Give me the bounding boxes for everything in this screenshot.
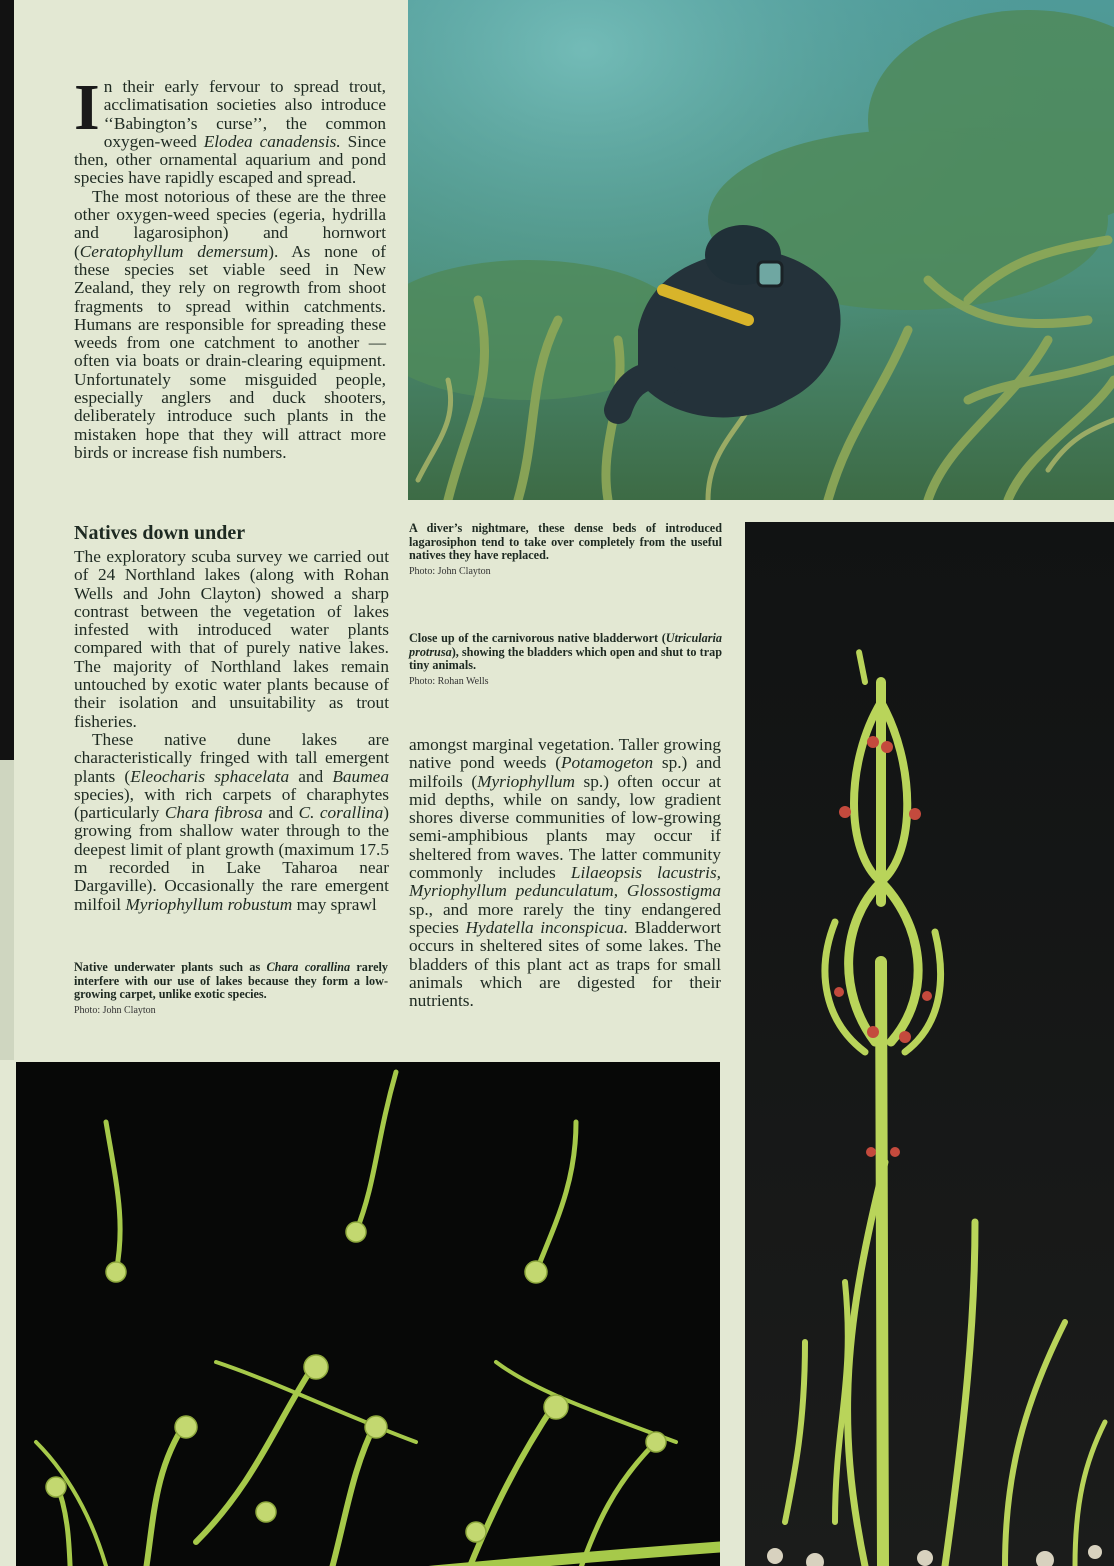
species-name: Baumea <box>332 766 389 786</box>
photo-credit: Photo: John Clayton <box>409 565 491 577</box>
diver-caption <box>409 522 722 578</box>
text-span: and <box>262 803 299 823</box>
text-span: may sprawl <box>292 894 377 914</box>
photo-credit: Photo: Rohan Wells <box>409 675 489 687</box>
text-span: sp.) often occur at mid depths, while on sandy, low gradient shores diverse communities of low-growing semi-amphibious plants may occur if sheltered from waves. The latter community commonly includes <box>409 771 722 883</box>
intro-paragraph-1 <box>74 71 386 188</box>
text-span: and <box>289 766 333 786</box>
caption-text: A diver’s nightmare, these dense beds of introduced lagarosiphon tend to take over completely from the useful natives they have replaced. <box>409 521 722 563</box>
caption-text: ), showing the bladders which open and shut to trap tiny animals. <box>409 644 722 673</box>
column-two-paragraph <box>409 736 721 1010</box>
species-name: Utricularia protrusa <box>409 631 722 659</box>
bladderwort-photo <box>16 1062 720 1566</box>
bladderwort-caption <box>409 632 722 688</box>
drop-cap: I <box>74 71 100 144</box>
species-name: Lilaeopsis lacustris, Myriophyllum pedunculatum, Glossostigma <box>409 863 721 901</box>
text-span: These native dune lakes are characteristically fringed with tall emergent plants ( <box>74 729 389 786</box>
species-name: Eleocharis sphacelata <box>130 766 290 786</box>
caption-text: rarely interfere with our use of lakes because they form a low-growing carpet, unlike exotic species. <box>74 960 388 1002</box>
section-paragraph-1: The exploratory scuba survey we carried out of 24 Northland lakes (along with Rohan Wells and John Clayton) showed a sharp contrast between the vegetation of lakes infested with introduced water plants compared with that of purely native lakes. The majority of Northland lakes remain untouched by exotic water plants because of their isolation and unsuitability as trout fisheries. <box>74 547 389 731</box>
bladderwort-photo-art <box>16 1062 720 1566</box>
species-name: Ceratophyllum demersum <box>79 241 269 261</box>
diver-photo <box>408 0 1114 500</box>
section-heading: Natives down under <box>74 522 246 544</box>
text-span: The most notorious of these are the three other oxygen-weed species (egeria, hydrilla and lagarosiphon) and hornwort ( <box>74 186 386 261</box>
text-span: amongst marginal vegetation. Taller growing native pond weeds ( <box>409 735 721 773</box>
column-two-text <box>409 736 721 1010</box>
page-edge <box>0 760 14 1060</box>
photo-credit: Photo: John Clayton <box>74 1004 156 1016</box>
species-name: Myriophyllum <box>477 771 575 791</box>
species-name: Chara corallina <box>266 960 351 974</box>
species-name: Potamogeton <box>560 753 654 773</box>
section-text <box>74 548 389 914</box>
text-span: Since then, other ornamental aquarium and pond species have rapidly escaped and spread. <box>74 131 386 188</box>
text-span: ) growing from shallow water through to the deepest limit of plant growth (maximum 17.5 m recorded in Lake Taharoa near Dargaville). Occasionally the rare emergent milfoil <box>74 803 389 914</box>
chara-photo <box>745 522 1114 1566</box>
diver-photo-art <box>408 0 1114 500</box>
intro-text <box>74 71 386 462</box>
section-paragraph-2 <box>74 731 389 914</box>
species-name: Hydatella inconspicua. <box>465 917 629 937</box>
text-span: ). As none of these species set viable seed in New Zealand, they rely on regrowth from shoot fragments to spread within catchments. Humans are responsible for spreading these weeds from one catchment to another — often via boats or drain-clearing equipment. Unfortunately some misguided people, especially anglers and duck shooters, deliberately introduce such plants in the mistaken hope that they will attract more birds or increase fish numbers. <box>74 241 386 462</box>
caption-text: Close up of the carnivorous native bladderwort ( <box>409 631 666 645</box>
intro-paragraph-2 <box>74 188 386 462</box>
chara-caption <box>74 961 388 1017</box>
page-edge-shadow <box>0 0 14 760</box>
text-span: sp., and more rarely the tiny endangered species <box>409 899 721 937</box>
caption-text: Native underwater plants such as <box>74 960 267 974</box>
species-name: C. corallina <box>298 803 384 823</box>
text-span: sp.) and milfoils ( <box>409 753 721 791</box>
text-span: n their early fervour to spread trout, acclimatisation societies also introduce ‘‘Babington’s curse’’, the common oxygen-weed <box>103 77 386 151</box>
species-name: Elodea canadensis. <box>203 131 341 151</box>
species-name: Chara fibrosa <box>164 803 263 823</box>
chara-photo-art <box>745 522 1114 1566</box>
species-name: Myriophyllum robustum <box>125 894 293 914</box>
text-span: species), with rich carpets of charaphytes (particularly <box>74 784 389 823</box>
text-span: Bladderwort occurs in sheltered sites of some lakes. The bladders of this plant act as traps for small animals which are digested for their nutrients. <box>409 917 721 1011</box>
